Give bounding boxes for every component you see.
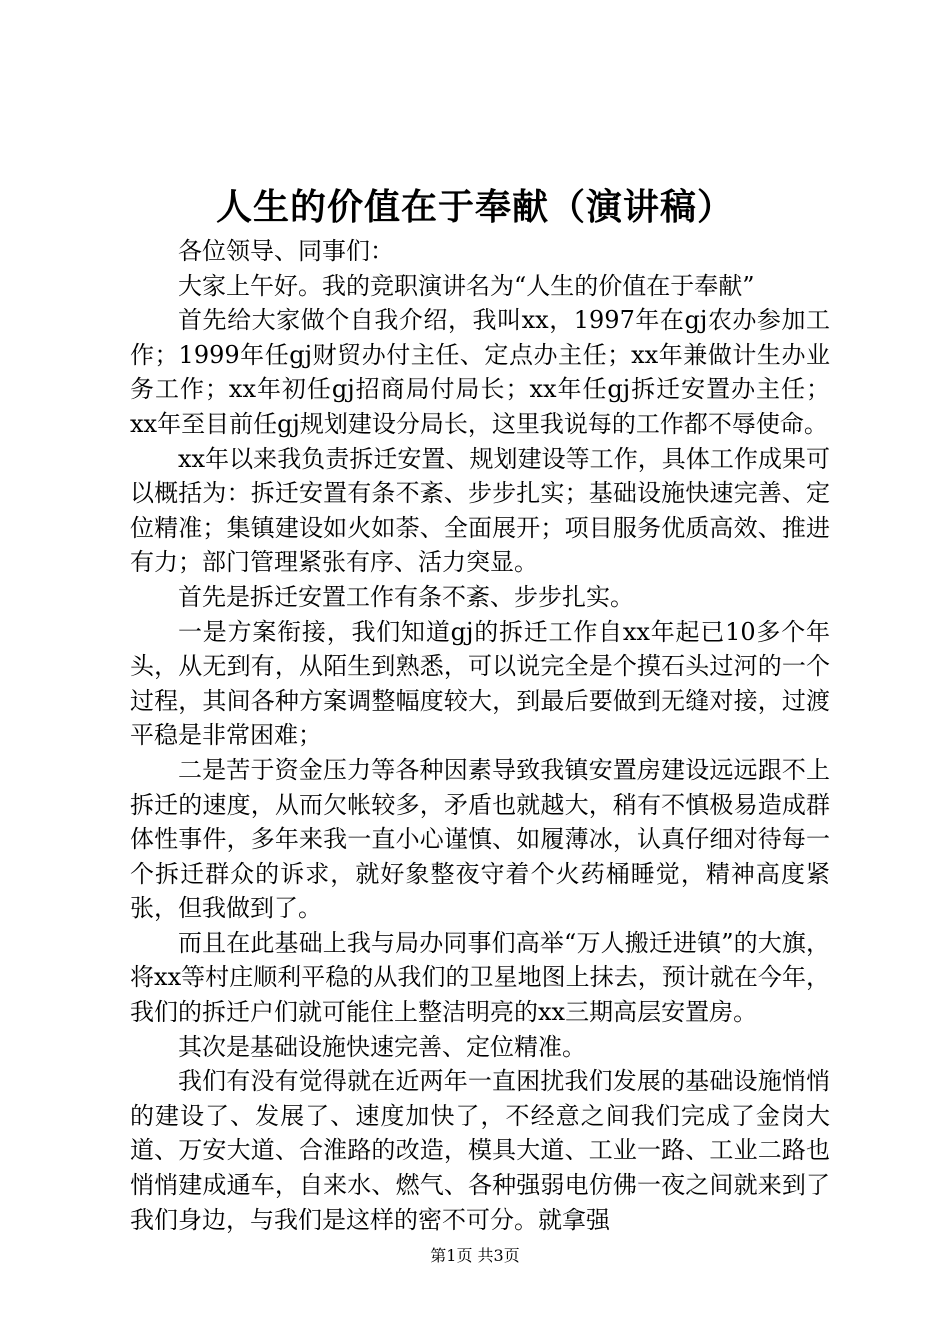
document-title: 人生的价值在于奉献（演讲稿） [215, 186, 734, 228]
paragraph-work-summary: xx年以来我负责拆迁安置、规划建设等工作，具体工作成果可以概括为：拆迁安置有条不紊、步步扎实；基础设施快速完善、定位精准；集镇建设如火如荼、全面展开；项目服务优质高效、推进有力；部门管理紧张有序、活力突显。 [130, 444, 830, 577]
paragraph-point-two: 二是苦于资金压力等各种因素导致我镇安置房建设远远跟不上拆迁的速度，从而欠帐较多，矛盾也就越大，稍有不慎极易造成群体性事件，多年来我一直小心谨慎、如履薄冰，认真仔细对待每一个拆迁群众的诉求，就好象整夜守着个火药桶睡觉，精神高度紧张，但我做到了。 [130, 755, 830, 923]
paragraph-greeting: 大家上午好。我的竞职演讲名为“人生的价值在于奉献” [178, 271, 755, 300]
paragraph-section-relocation: 首先是拆迁安置工作有条不紊、步步扎实。 [178, 582, 634, 611]
document-body [130, 234, 830, 1237]
paragraph-infrastructure-detail: 我们有没有觉得就在近两年一直困扰我们发展的基础设施悄悄的建设了、发展了、速度加快了，不经意之间我们完成了金岗大道、万安大道、合淮路的改造，模具大道、工业一路、工业二路也悄悄建成通车，自来水、燃气、各种强弱电仿佛一夜之间就来到了我们身边，与我们是这样的密不可分。就拿强 [130, 1067, 830, 1234]
page-number-footer: 第1页 共3页 [430, 1246, 520, 1265]
paragraph-point-one: 一是方案衔接，我们知道gj的拆迁工作自xx年起已10多个年头，从无到有，从陌生到熟悉，可以说完全是个摸石头过河的一个过程，其间各种方案调整幅度较大，到最后要做到无缝对接，过渡平稳是非常困难； [130, 617, 830, 750]
paragraph-further-achievement: 而且在此基础上我与局办同事们高举“万人搬迁进镇”的大旗，将xx等村庄顺利平稳的从我们的卫星地图上抹去，预计就在今年，我们的拆迁户们就可能住上整洁明亮的xx三期高层安置房。 [130, 928, 830, 1027]
paragraph-salutation: 各位领导、同事们： [178, 237, 394, 265]
paragraph-self-introduction: 首先给大家做个自我介绍，我叫xx，1997年在gj农办参加工作；1999年任gj财贸办付主任、定点办主任；xx年兼做计生办业务工作；xx年初任gj招商局付局长；xx年任gj拆迁安置办主任；xx年至目前任gj规划建设分局长，这里我说每的工作都不辱使命。 [130, 306, 830, 438]
paragraph-section-infrastructure: 其次是基础设施快速完善、定位精准。 [178, 1032, 586, 1061]
